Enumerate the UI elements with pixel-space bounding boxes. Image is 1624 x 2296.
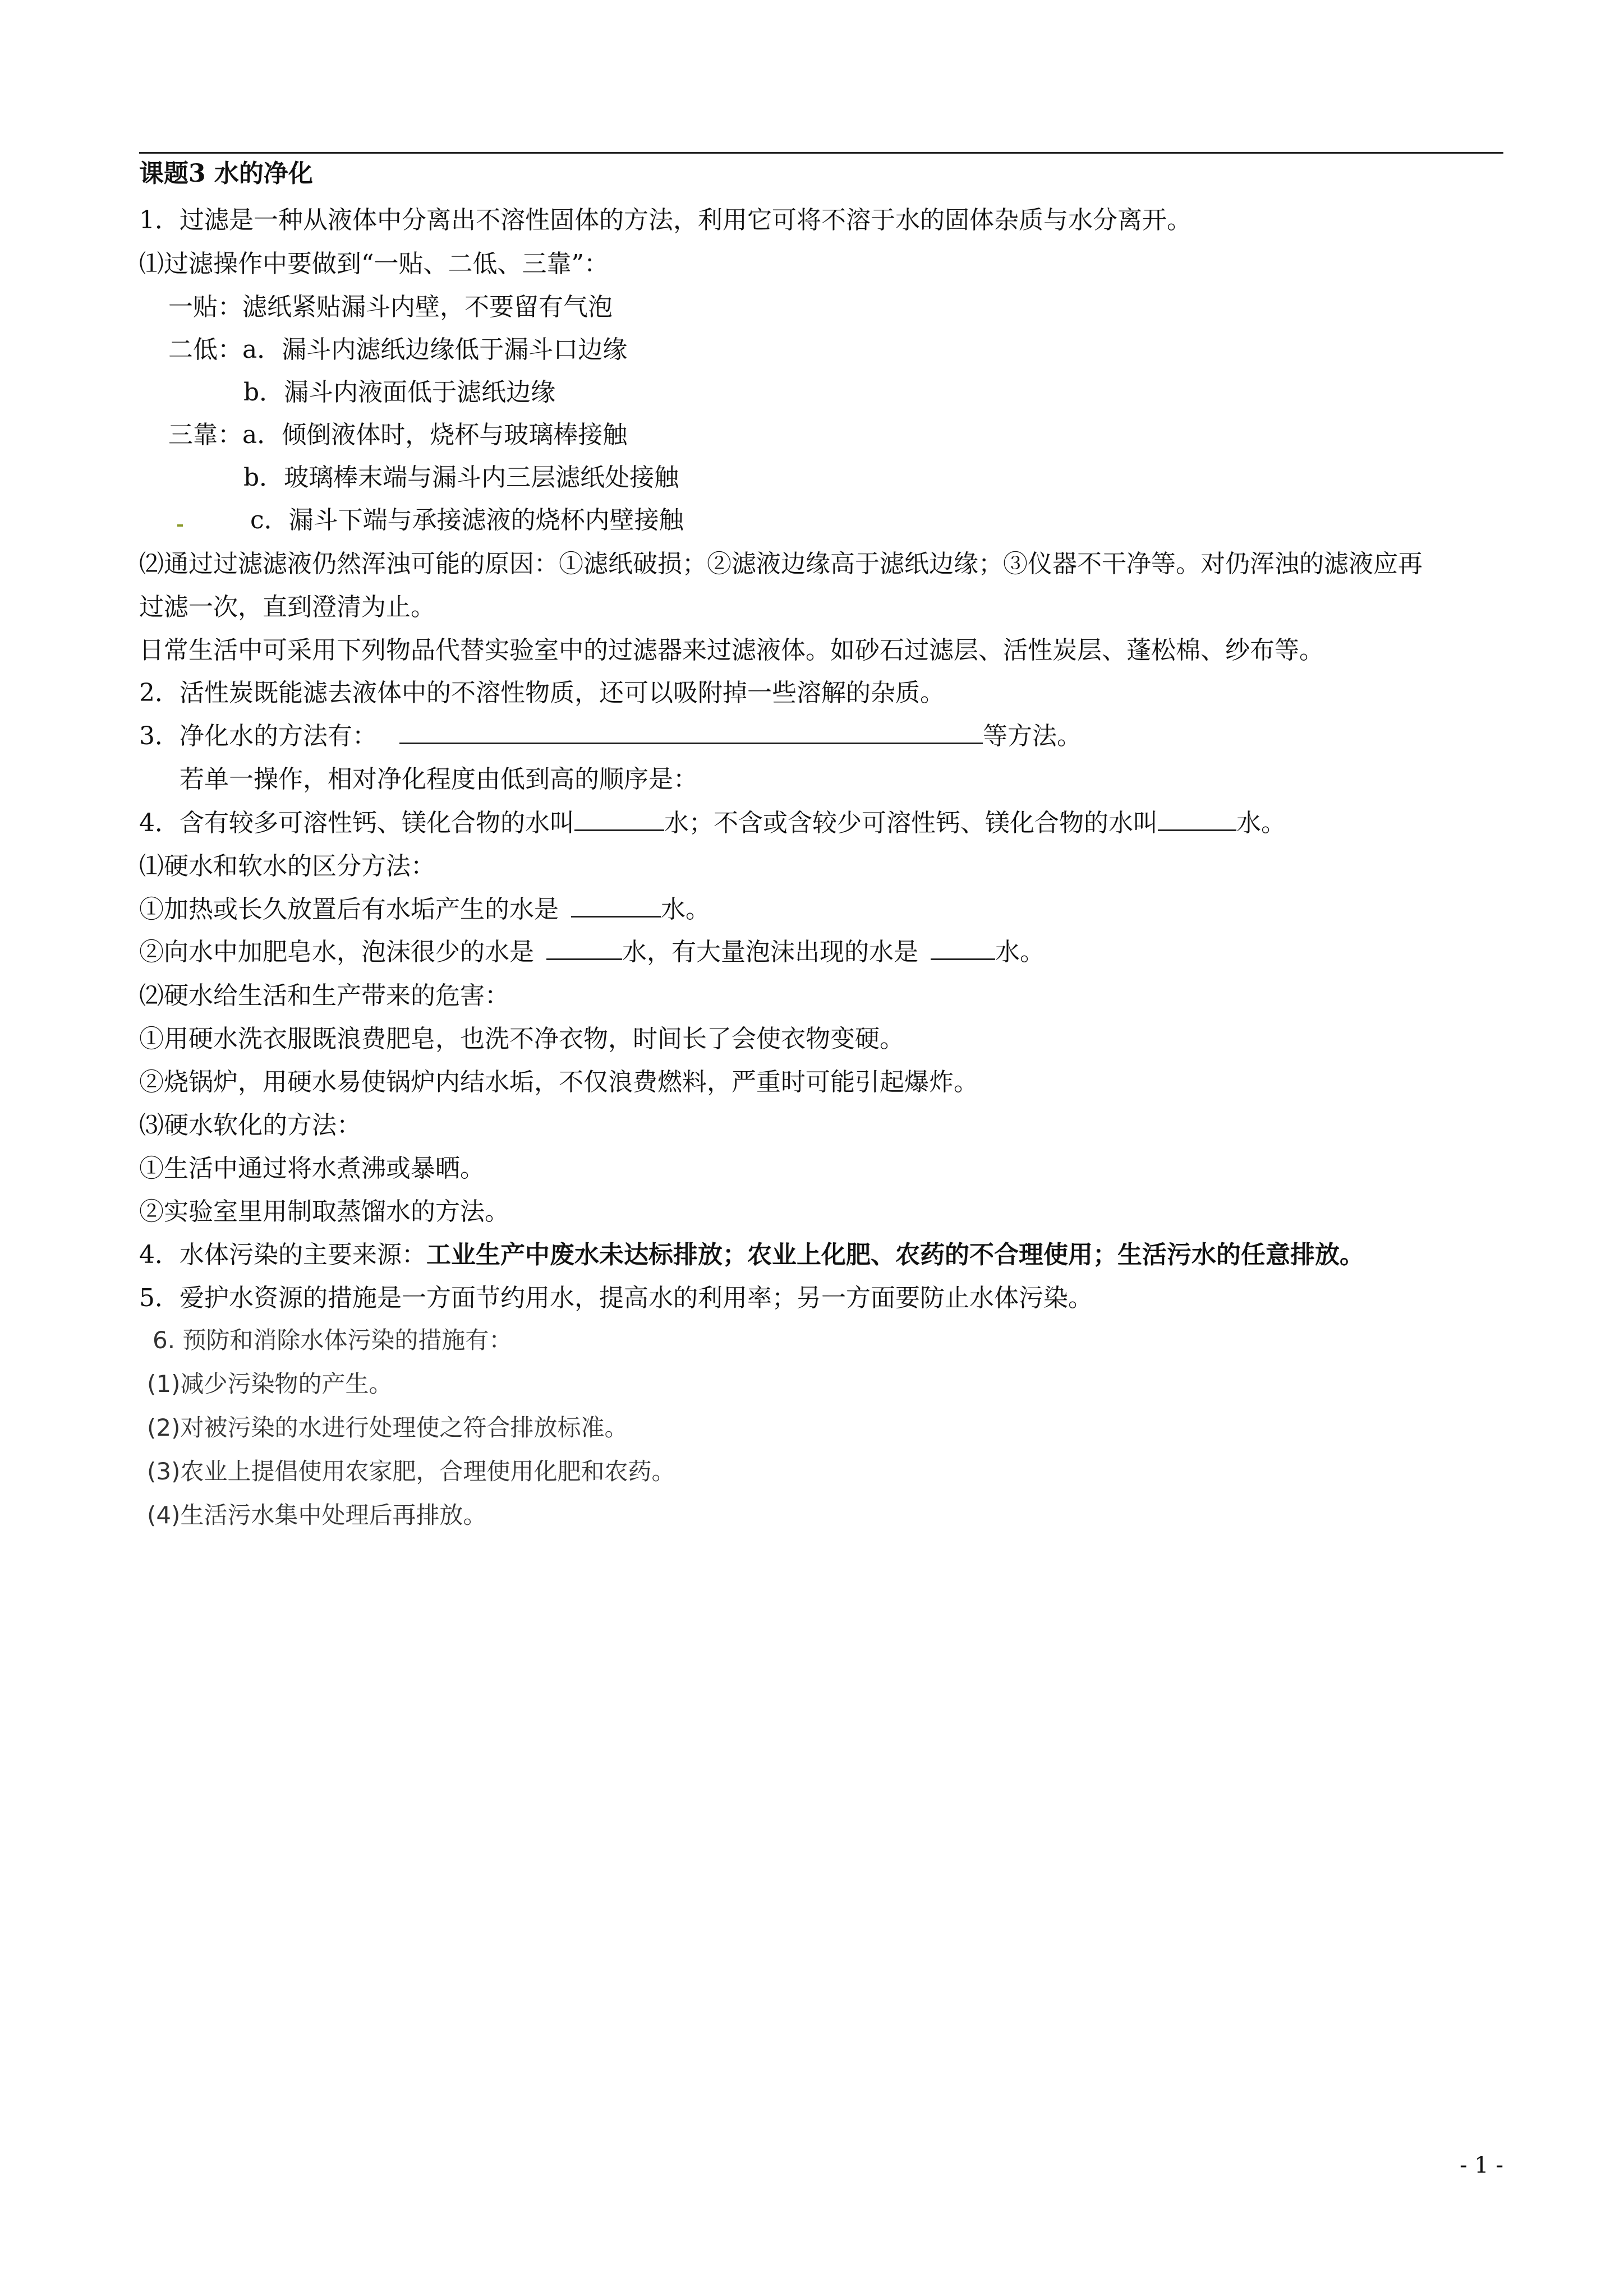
page-title: 课题3 水的净化 xyxy=(139,159,313,188)
soap-test-text-a: ②向水中加肥皂水，泡沫很少的水是 xyxy=(139,938,534,966)
paragraph-pollution-sources xyxy=(139,1239,1364,1271)
rule-two-low-b: b．漏斗内液面低于滤纸边缘 xyxy=(243,378,556,407)
pollution-sources-bold: 工业生产中废水未达标排放；农业上化肥、农药的不合理使用；生活污水的任意排放。 xyxy=(426,1241,1364,1269)
answer-blank[interactable] xyxy=(546,937,622,960)
paragraph-3-order: 若单一操作，相对净化程度由低到高的顺序是： xyxy=(180,765,698,794)
paragraph-4 xyxy=(139,808,1286,839)
rule-three-lean-a: 三靠：a．倾倒液体时，烧杯与玻璃棒接触 xyxy=(168,421,628,449)
softening-daily: ①生活中通过将水煮沸或暴晒。 xyxy=(139,1154,485,1183)
pollution-sources-label: 4．水体污染的主要来源： xyxy=(139,1241,426,1269)
paragraph-2: 2．活性炭既能滤去液体中的不溶性物质，还可以吸附掉一些溶解的杂质。 xyxy=(139,679,945,707)
paragraph-turbid-reasons-cont: 过滤一次，直到澄清为止。 xyxy=(139,593,435,621)
paragraph-1: 1．过滤是一种从液体中分离出不溶性固体的方法，利用它可将不溶于水的固体杂质与水分离开。 xyxy=(139,206,1191,234)
softening-lab: ②实验室里用制取蒸馏水的方法。 xyxy=(139,1197,509,1226)
subheading-distinguish: ⑴硬水和软水的区分方法： xyxy=(139,852,435,880)
paragraph-daily-filter: 日常生活中可采用下列物品代替实验室中的过滤器来过滤液体。如砂石过滤层、活性炭层、蓬松棉、纱布等。 xyxy=(139,636,1324,665)
rule-one-stick: 一贴：滤纸紧贴漏斗内壁，不要留有气泡 xyxy=(168,293,613,321)
image-line-heading: 6. 预防和消除水体污染的措施有： xyxy=(153,1326,513,1354)
paragraph-soap-test xyxy=(139,937,1045,968)
soap-test-text-b: 水，有大量泡沫出现的水是 xyxy=(622,938,918,966)
answer-blank[interactable] xyxy=(574,808,664,831)
paragraph-3-end: 等方法。 xyxy=(983,722,1082,750)
heat-test-text: ①加热或长久放置后有水垢产生的水是 xyxy=(139,895,559,924)
answer-blank[interactable] xyxy=(931,937,995,960)
hazard-boiler: ②烧锅炉，用硬水易使锅炉内结水垢，不仅浪费燃料，严重时可能引起爆炸。 xyxy=(139,1068,978,1096)
paragraph-turbid-reasons: ⑵通过过滤滤液仍然浑浊可能的原因：①滤纸破损；②滤液边缘高于滤纸边缘；③仪器不干净等。对仍浑浊的滤液应再 xyxy=(139,550,1423,578)
paragraph-5: 5．爱护水资源的措施是一方面节约用水，提高水的利用率；另一方面要防止水体污染。 xyxy=(139,1284,1093,1312)
paragraph-4-text-b: 水；不含或含较少可溶性钙、镁化合物的水叫 xyxy=(664,809,1158,837)
paragraph-3-text: 3．净化水的方法有： xyxy=(139,722,377,750)
paragraph-heat-test xyxy=(139,894,710,925)
subheading-softening: ⑶硬水软化的方法： xyxy=(139,1111,361,1140)
heat-test-end: 水。 xyxy=(661,895,710,924)
hazard-laundry: ①用硬水洗衣服既浪费肥皂，也洗不净衣物，时间长了会使衣物变硬。 xyxy=(139,1025,904,1053)
rule-two-low-a: 二低：a．漏斗内滤纸边缘低于漏斗口边缘 xyxy=(168,335,628,364)
image-line-1: (1)减少污染物的产生。 xyxy=(147,1370,393,1398)
soap-test-end: 水。 xyxy=(995,938,1045,966)
answer-blank[interactable] xyxy=(1158,808,1236,831)
paragraph-3 xyxy=(139,721,1082,752)
image-line-3: (3)农业上提倡使用农家肥，合理使用化肥和农药。 xyxy=(147,1458,675,1485)
paragraph-filter-rules: ⑴过滤操作中要做到“一贴、二低、三靠”： xyxy=(139,250,609,278)
rule-three-lean-c: c．漏斗下端与承接滤液的烧杯内壁接触 xyxy=(250,506,684,534)
answer-blank[interactable] xyxy=(571,895,661,918)
image-line-2: (2)对被污染的水进行处理使之符合排放标准。 xyxy=(147,1414,628,1441)
stray-mark xyxy=(177,524,183,527)
subheading-hazards: ⑵硬水给生活和生产带来的危害： xyxy=(139,981,509,1010)
paragraph-4-text-c: 水。 xyxy=(1236,809,1286,837)
rule-three-lean-b: b．玻璃棒末端与漏斗内三层滤纸处接触 xyxy=(243,463,679,492)
image-line-4: (4)生活污水集中处理后再排放。 xyxy=(147,1501,487,1529)
answer-blank[interactable] xyxy=(399,721,983,744)
page-number: - 1 - xyxy=(1460,2152,1503,2178)
header-rule xyxy=(139,152,1503,154)
paragraph-4-text-a: 4．含有较多可溶性钙、镁化合物的水叫 xyxy=(139,809,574,837)
